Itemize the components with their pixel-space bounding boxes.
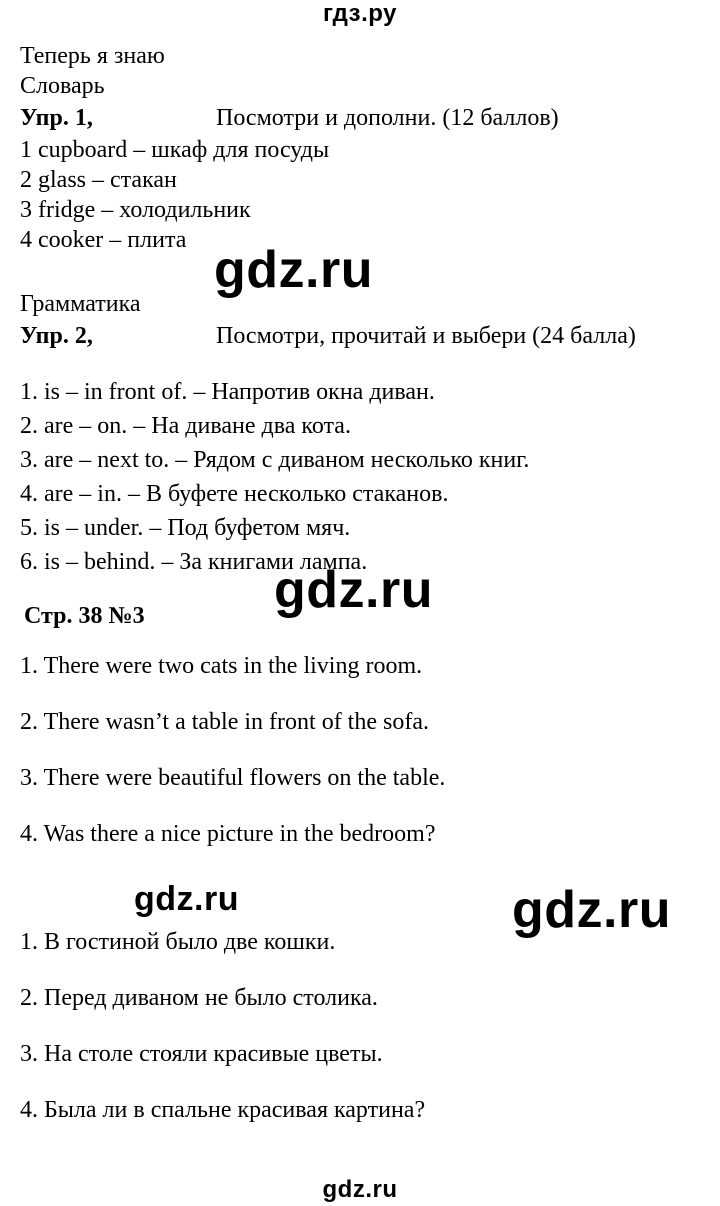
exercise-2-instruction: Посмотри, прочитай и выбери (24 балла) [216, 323, 636, 349]
list-item: 6. is – behind. – За книгами лампа. [20, 549, 368, 575]
watermark-gdz: gdz.ru [214, 241, 373, 299]
list-item: 5. is – under. – Под буфетом мяч. [20, 515, 351, 541]
list-item: 1. В гостиной было две кошки. [20, 929, 336, 955]
footer-watermark: gdz.ru [322, 1176, 398, 1203]
section-title: Теперь я знаю [20, 43, 165, 69]
list-item: 2. are – on. – На диване два кота. [20, 413, 351, 439]
page-reference: Стр. 38 №3 [24, 603, 145, 629]
list-item: 4. Was there a nice picture in the bedroom? [20, 821, 436, 847]
grammar-heading: Грамматика [20, 291, 141, 317]
list-item: 4. Была ли в спальне красивая картина? [20, 1097, 426, 1123]
list-item: 3 fridge – холодильник [20, 197, 251, 223]
list-item: 3. There were beautiful flowers on the table. [20, 765, 446, 791]
list-item: 1 cupboard – шкаф для посуды [20, 137, 330, 163]
list-item: 2 glass – стакан [20, 167, 177, 193]
exercise-1-instruction: Посмотри и дополни. (12 баллов) [216, 105, 559, 131]
exercise-1-label: Упр. 1, [20, 105, 93, 131]
list-item: 3. На столе стояли красивые цветы. [20, 1041, 383, 1067]
header-site-name: гдз.ру [323, 0, 397, 27]
list-item: 4. are – in. – В буфете несколько стаканов. [20, 481, 449, 507]
list-item: 1. is – in front of. – Напротив окна диван. [20, 379, 435, 405]
list-item: 4 cooker – плита [20, 227, 187, 253]
list-item: 2. There wasn’t a table in front of the sofa. [20, 709, 429, 735]
vocabulary-heading: Словарь [20, 73, 105, 99]
list-item: 2. Перед диваном не было столика. [20, 985, 378, 1011]
watermark-gdz: gdz.ru [134, 880, 239, 918]
exercise-2-label: Упр. 2, [20, 323, 93, 349]
list-item: 1. There were two cats in the living room. [20, 653, 423, 679]
watermark-gdz: gdz.ru [274, 561, 433, 619]
watermark-gdz: gdz.ru [512, 881, 671, 939]
list-item: 3. are – next to. – Рядом с диваном несколько книг. [20, 447, 530, 473]
